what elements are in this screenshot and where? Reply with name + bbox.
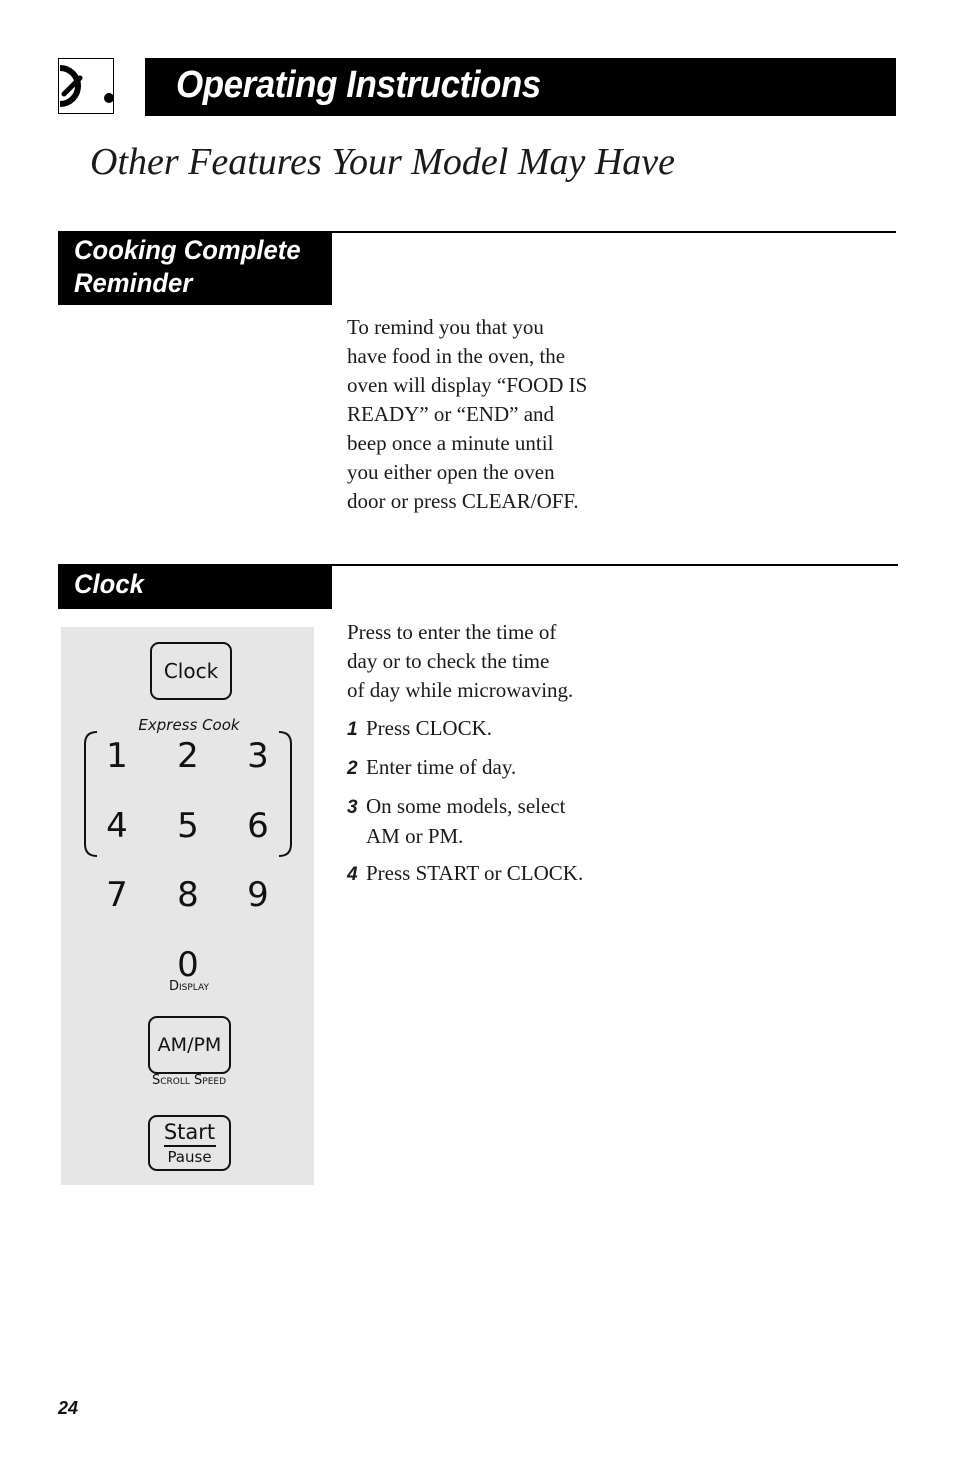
text-line: have food in the oven, the	[347, 344, 566, 368]
scroll-speed-label: Scroll Speed	[151, 1073, 227, 1088]
display-label: Display	[169, 979, 209, 994]
clock-step-1	[347, 714, 647, 744]
step-number: 2	[347, 758, 358, 779]
page-subtitle: Other Features Your Model May Have	[90, 141, 676, 183]
page-header-title: Operating Instructions	[176, 64, 541, 106]
start-label: Start	[163, 1120, 216, 1144]
digit-0-key[interactable]: 0	[177, 945, 199, 985]
digit-7-key[interactable]: 7	[106, 875, 128, 915]
start-pause-button[interactable]	[148, 1115, 231, 1171]
page-number: 24	[58, 1398, 79, 1418]
digit-9-key[interactable]: 9	[247, 875, 269, 915]
clock-step-3	[347, 792, 647, 850]
digit-4-key[interactable]: 4	[106, 806, 128, 846]
step-text: On some models, select	[366, 794, 566, 818]
digit-8-key[interactable]: 8	[177, 875, 199, 915]
clock-step-2	[347, 753, 647, 783]
digit-5-key[interactable]: 5	[177, 806, 199, 846]
keypad-illustration	[61, 627, 314, 1185]
am-pm-button[interactable]: AM/PM	[148, 1016, 231, 1074]
section-heading-clock	[58, 564, 332, 609]
section-heading-cooking-complete	[58, 231, 332, 305]
text-line: day or to check the time	[347, 649, 550, 673]
step-text: Press START or CLOCK.	[366, 861, 584, 885]
digit-3-key[interactable]: 3	[247, 736, 269, 776]
text-line: Press to enter the time of	[347, 620, 557, 644]
text-line: of day while microwaving.	[347, 678, 574, 702]
section-heading-line: Cooking Complete	[74, 235, 301, 265]
header-bar	[145, 58, 896, 116]
clock-description	[347, 618, 647, 705]
digit-1-key[interactable]: 1	[106, 736, 128, 776]
text-line: oven will display “FOOD IS	[347, 373, 588, 397]
digit-2-key[interactable]: 2	[177, 736, 199, 776]
text-line: beep once a minute until	[347, 431, 554, 455]
step-number: 4	[347, 864, 358, 885]
section-heading-text: Clock	[74, 569, 144, 599]
clock-step-4	[347, 859, 647, 889]
step-text: AM or PM.	[366, 824, 464, 848]
pause-label: Pause	[167, 1147, 212, 1166]
digit-6-key[interactable]: 6	[247, 806, 269, 846]
text-line: To remind you that you	[347, 315, 544, 339]
section-heading-line: Reminder	[74, 268, 193, 298]
express-cook-bracket-right	[277, 730, 293, 860]
step-number: 3	[347, 797, 358, 818]
cooking-complete-description	[347, 313, 647, 516]
text-line: you either open the oven	[347, 460, 555, 484]
clock-button[interactable]: Clock	[150, 642, 232, 700]
step-text: Press CLOCK.	[366, 716, 493, 740]
text-line: door or press CLEAR/OFF.	[347, 489, 579, 513]
step-text: Enter time of day.	[366, 755, 517, 779]
step-number: 1	[347, 719, 358, 740]
microwave-dial-icon	[58, 58, 114, 114]
express-cook-label: Express Cook	[138, 716, 240, 734]
logo-box	[58, 58, 114, 114]
text-line: READY” or “END” and	[347, 402, 555, 426]
